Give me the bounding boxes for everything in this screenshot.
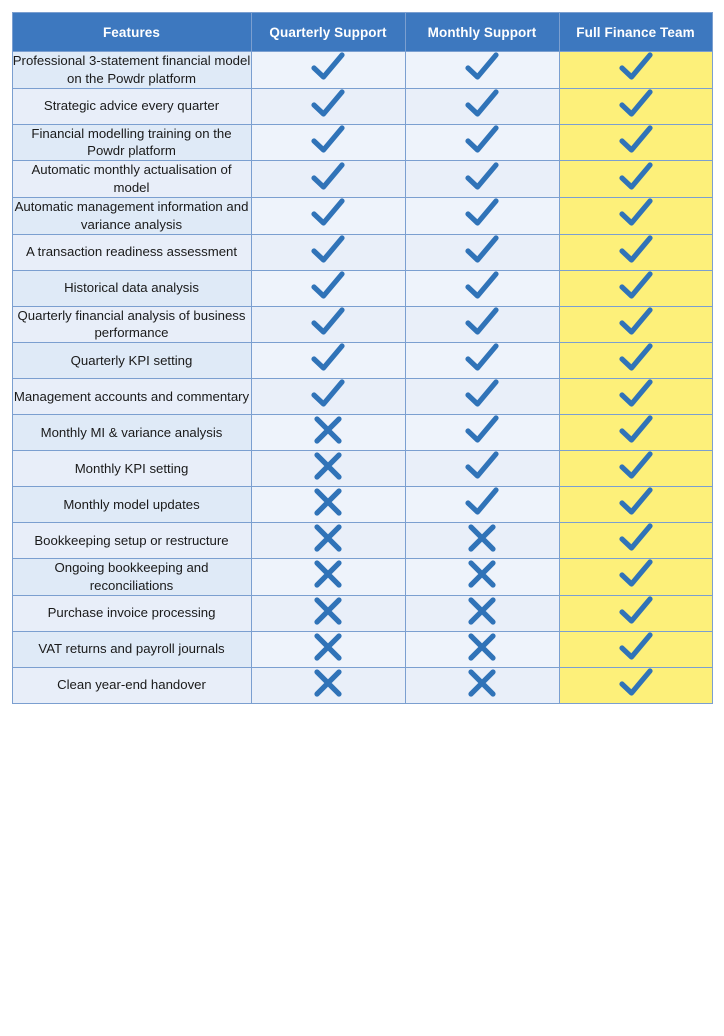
cell-monthly-support (405, 270, 559, 306)
check-icon (465, 487, 499, 517)
table-header-row (12, 13, 712, 52)
table-row (12, 161, 712, 198)
check-icon (619, 559, 653, 589)
check-icon (619, 89, 653, 119)
check-icon (311, 162, 345, 192)
feature-label: Purchase invoice processing (12, 595, 251, 631)
check-icon (465, 125, 499, 155)
cell-quarterly-support (251, 559, 405, 596)
check-icon (619, 596, 653, 626)
cell-monthly-support (405, 487, 559, 523)
cell-monthly-support (405, 161, 559, 198)
check-icon (311, 379, 345, 409)
cross-icon (467, 632, 497, 662)
check-icon (465, 235, 499, 265)
cell-full-finance-team (559, 234, 712, 270)
cell-full-finance-team (559, 124, 712, 161)
cell-full-finance-team (559, 52, 712, 89)
column-header-features: Features (12, 13, 251, 52)
cell-full-finance-team (559, 343, 712, 379)
check-icon (465, 52, 499, 82)
table-row (12, 487, 712, 523)
table-row (12, 451, 712, 487)
feature-label: Financial modelling training on the Powdr platform (12, 124, 251, 161)
cell-quarterly-support (251, 197, 405, 234)
cell-full-finance-team (559, 667, 712, 703)
cell-quarterly-support (251, 343, 405, 379)
cell-full-finance-team (559, 306, 712, 343)
cell-quarterly-support (251, 124, 405, 161)
cell-monthly-support (405, 667, 559, 703)
check-icon (619, 125, 653, 155)
feature-label: Quarterly financial analysis of business performance (12, 306, 251, 343)
cell-full-finance-team (559, 270, 712, 306)
table-row (12, 415, 712, 451)
table-row (12, 270, 712, 306)
check-icon (619, 198, 653, 228)
cell-full-finance-team (559, 161, 712, 198)
check-icon (619, 52, 653, 82)
check-icon (465, 343, 499, 373)
cell-quarterly-support (251, 667, 405, 703)
check-icon (619, 632, 653, 662)
check-icon (311, 125, 345, 155)
cell-full-finance-team (559, 415, 712, 451)
table-header (12, 13, 712, 52)
check-icon (465, 89, 499, 119)
cell-monthly-support (405, 124, 559, 161)
cell-monthly-support (405, 415, 559, 451)
feature-label: Historical data analysis (12, 270, 251, 306)
cell-quarterly-support (251, 523, 405, 559)
check-icon (619, 523, 653, 553)
check-icon (619, 307, 653, 337)
feature-label: Monthly model updates (12, 487, 251, 523)
check-icon (311, 343, 345, 373)
cell-full-finance-team (559, 595, 712, 631)
table-body (12, 52, 712, 704)
cell-monthly-support (405, 306, 559, 343)
table-row (12, 523, 712, 559)
cell-quarterly-support (251, 306, 405, 343)
cell-full-finance-team (559, 559, 712, 596)
column-header-full-finance-team: Full Finance Team (559, 13, 712, 52)
cell-monthly-support (405, 234, 559, 270)
feature-label: Clean year-end handover (12, 667, 251, 703)
feature-label: Quarterly KPI setting (12, 343, 251, 379)
table-row (12, 667, 712, 703)
table-row (12, 88, 712, 124)
cell-full-finance-team (559, 379, 712, 415)
table-row (12, 52, 712, 89)
check-icon (465, 271, 499, 301)
cell-quarterly-support (251, 415, 405, 451)
feature-label: Strategic advice every quarter (12, 88, 251, 124)
check-icon (619, 415, 653, 445)
cross-icon (313, 415, 343, 445)
cell-full-finance-team (559, 451, 712, 487)
check-icon (619, 451, 653, 481)
cell-quarterly-support (251, 631, 405, 667)
cell-quarterly-support (251, 451, 405, 487)
check-icon (311, 307, 345, 337)
check-icon (619, 271, 653, 301)
cross-icon (467, 668, 497, 698)
cross-icon (467, 559, 497, 589)
table-row (12, 234, 712, 270)
check-icon (465, 162, 499, 192)
table-row (12, 343, 712, 379)
cross-icon (313, 596, 343, 626)
feature-comparison-table (12, 12, 713, 704)
cell-quarterly-support (251, 379, 405, 415)
table-row (12, 379, 712, 415)
check-icon (465, 415, 499, 445)
feature-label: Professional 3-statement financial model on the Powdr platform (12, 52, 251, 89)
feature-label: VAT returns and payroll journals (12, 631, 251, 667)
table-row (12, 124, 712, 161)
check-icon (465, 198, 499, 228)
cell-monthly-support (405, 559, 559, 596)
cell-quarterly-support (251, 88, 405, 124)
check-icon (619, 487, 653, 517)
cross-icon (313, 559, 343, 589)
cell-quarterly-support (251, 161, 405, 198)
table-row (12, 197, 712, 234)
cross-icon (313, 487, 343, 517)
cell-full-finance-team (559, 523, 712, 559)
cell-quarterly-support (251, 487, 405, 523)
cell-full-finance-team (559, 88, 712, 124)
check-icon (465, 307, 499, 337)
cell-monthly-support (405, 379, 559, 415)
cell-monthly-support (405, 88, 559, 124)
cell-monthly-support (405, 52, 559, 89)
cell-monthly-support (405, 595, 559, 631)
table-row (12, 631, 712, 667)
cell-quarterly-support (251, 270, 405, 306)
check-icon (619, 668, 653, 698)
table-row (12, 306, 712, 343)
cell-quarterly-support (251, 234, 405, 270)
cell-monthly-support (405, 343, 559, 379)
check-icon (311, 198, 345, 228)
cell-monthly-support (405, 451, 559, 487)
table-row (12, 559, 712, 596)
table-row (12, 595, 712, 631)
cell-full-finance-team (559, 197, 712, 234)
check-icon (465, 451, 499, 481)
feature-label: A transaction readiness assessment (12, 234, 251, 270)
feature-label: Bookkeeping setup or restructure (12, 523, 251, 559)
check-icon (465, 379, 499, 409)
feature-label: Automatic monthly actualisation of model (12, 161, 251, 198)
cell-full-finance-team (559, 631, 712, 667)
feature-label: Ongoing bookkeeping and reconciliations (12, 559, 251, 596)
cross-icon (467, 596, 497, 626)
cell-monthly-support (405, 523, 559, 559)
check-icon (311, 235, 345, 265)
cross-icon (313, 451, 343, 481)
cross-icon (313, 668, 343, 698)
feature-label: Monthly KPI setting (12, 451, 251, 487)
cross-icon (313, 523, 343, 553)
cross-icon (467, 523, 497, 553)
cell-quarterly-support (251, 595, 405, 631)
cell-monthly-support (405, 631, 559, 667)
column-header-quarterly-support: Quarterly Support (251, 13, 405, 52)
cell-quarterly-support (251, 52, 405, 89)
check-icon (619, 235, 653, 265)
feature-label: Management accounts and commentary (12, 379, 251, 415)
check-icon (619, 343, 653, 373)
cell-monthly-support (405, 197, 559, 234)
cross-icon (313, 632, 343, 662)
feature-label: Monthly MI & variance analysis (12, 415, 251, 451)
cell-full-finance-team (559, 487, 712, 523)
check-icon (311, 271, 345, 301)
column-header-monthly-support: Monthly Support (405, 13, 559, 52)
check-icon (619, 379, 653, 409)
check-icon (619, 162, 653, 192)
check-icon (311, 89, 345, 119)
feature-label: Automatic management information and variance analysis (12, 197, 251, 234)
check-icon (311, 52, 345, 82)
